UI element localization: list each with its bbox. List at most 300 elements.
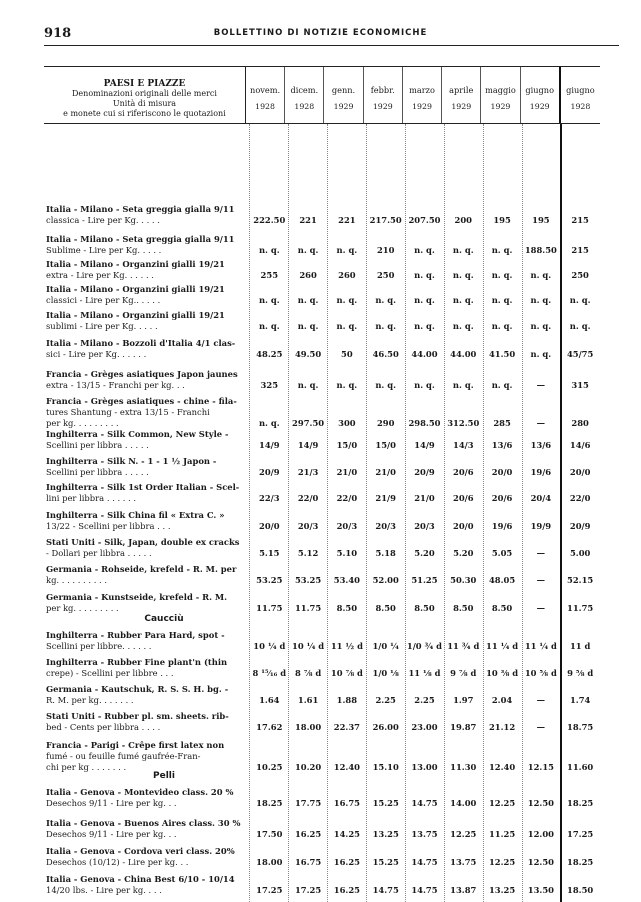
table-cell: — — [536, 575, 546, 585]
table-cell: 14.75 — [372, 885, 399, 895]
table-cell: 221 — [338, 215, 356, 225]
row-desc-line: sublimi - Lire per Kg. . . . . — [46, 321, 158, 331]
table-cell: 12.40 — [488, 762, 516, 772]
table-cell: 18.50 — [567, 885, 594, 895]
row-desc-line: Scellini per libbra . . . . . — [46, 467, 149, 477]
table-cell: 1.97 — [453, 695, 474, 705]
table-row — [44, 259, 600, 281]
table-cell: n. q. — [258, 295, 280, 305]
table-cell: 52.15 — [567, 575, 594, 585]
table-cell: 8.50 — [375, 603, 396, 613]
table-cell: 8.50 — [453, 603, 474, 613]
row-desc-line: Francia - Grèges asiatiques - chine - fila- — [46, 396, 237, 406]
row-desc-line: sici - Lire per Kg. . . . . . — [46, 349, 147, 359]
table-cell: 8 ¹⁵⁄₁₆ d — [252, 668, 287, 678]
table-cell: 45/75 — [566, 349, 594, 359]
table-cell: 10 ¼ d — [253, 641, 286, 651]
table-cell: 12.50 — [527, 857, 554, 867]
col-header — [246, 67, 285, 123]
table-cell: 14/3 — [453, 440, 474, 450]
table-cell: n. q. — [569, 321, 591, 331]
table-row — [44, 711, 600, 733]
table-cell: 280 — [571, 418, 589, 428]
table-row — [44, 234, 600, 256]
table-cell: 285 — [493, 418, 511, 428]
table-cell: 8.50 — [414, 603, 435, 613]
col-month: marzo — [409, 85, 435, 95]
table-cell: 222.50 — [253, 215, 286, 225]
col-month: giugno — [525, 85, 554, 95]
row-description — [44, 429, 245, 451]
table-cell: 16.25 — [294, 829, 322, 839]
table-cell: 14.75 — [411, 798, 438, 808]
table-cell: 200 — [454, 215, 473, 225]
table-cell: 20/0 — [569, 467, 591, 477]
table-cell: 15.25 — [372, 857, 399, 867]
row-desc-line: Desechos 9/11 - Lire per kg. . . — [46, 829, 177, 839]
row-description — [44, 592, 245, 614]
table-cell: 17.25 — [256, 885, 283, 895]
table-cell: 17.25 — [567, 829, 594, 839]
col-header — [481, 67, 520, 123]
table-cell: 11 ¼ d — [524, 641, 557, 651]
table-cell: 9 ⅝ d — [567, 668, 594, 678]
table-row — [44, 429, 600, 451]
table-cell: 53.40 — [333, 575, 360, 585]
table-cell: 18.00 — [256, 857, 283, 867]
table-header — [44, 67, 600, 124]
table-cell: n. q. — [336, 245, 358, 255]
table-cell: 10.20 — [294, 762, 322, 772]
table-cell: 300 — [338, 418, 356, 428]
table-cell: 215 — [571, 245, 589, 255]
running-head: BOLLETTINO DI NOTIZIE ECONOMICHE — [213, 28, 428, 38]
table-cell: 255 — [260, 270, 279, 280]
table-cell: 20/6 — [453, 493, 474, 503]
table-cell: 14/6 — [569, 440, 591, 450]
table-cell: 14.25 — [333, 829, 360, 839]
table-cell: 10 ⅞ d — [330, 668, 363, 678]
table-cell: 48.05 — [488, 575, 516, 585]
table-cell: — — [536, 603, 546, 613]
table-cell: 21/0 — [375, 467, 396, 477]
row-description — [44, 284, 245, 306]
table-cell: 13.75 — [411, 829, 438, 839]
table-cell: 22.37 — [333, 722, 360, 732]
table-cell: 20/9 — [414, 467, 435, 477]
table-cell: 19/9 — [530, 521, 552, 531]
col-month: giugno — [566, 85, 595, 95]
row-desc-line: Scellini per libbra . . . . . — [46, 440, 149, 450]
col-header — [403, 67, 442, 123]
table-cell: 1/0 ¼ — [372, 641, 399, 651]
table-cell: 5.12 — [297, 548, 319, 558]
header-desc-line: PAESI E PIAZZE — [103, 79, 186, 89]
table-cell: 44.00 — [411, 349, 438, 359]
table-cell: n. q. — [452, 380, 474, 390]
col-year: 1929 — [451, 102, 472, 111]
table-cell: 49.50 — [294, 349, 322, 359]
table-cell: 1.64 — [259, 695, 280, 705]
table-row — [44, 396, 600, 429]
row-description — [44, 657, 245, 679]
table-cell: 21/0 — [336, 467, 358, 477]
table-cell: 11.60 — [567, 762, 594, 772]
table-row — [44, 818, 600, 840]
col-year: 1929 — [490, 102, 511, 111]
table-cell: 26.00 — [372, 722, 399, 732]
table-cell: n. q. — [491, 321, 513, 331]
table-cell: 22/0 — [336, 493, 358, 503]
table-cell: 12.25 — [488, 857, 516, 867]
table-cell: 13/6 — [491, 440, 513, 450]
table-cell: 16.75 — [294, 857, 322, 867]
table-cell: 5.18 — [375, 548, 396, 558]
table-cell: n. q. — [452, 245, 474, 255]
table-row — [44, 482, 600, 504]
table-cell: 15/0 — [375, 440, 396, 450]
table-cell: 52.00 — [372, 575, 399, 585]
table-cell: 5.10 — [336, 548, 358, 558]
table-cell: 20/0 — [491, 467, 513, 477]
row-desc-line: Italia - Genova - Montevideo class. 20 % — [46, 787, 234, 797]
table-cell: n. q. — [414, 270, 435, 280]
row-desc-line: classica - Lire per Kg. . . . . — [46, 215, 160, 225]
table-cell: n. q. — [530, 295, 552, 305]
table-row — [44, 564, 600, 586]
table-cell: n. q. — [414, 380, 435, 390]
table-cell: 11 d — [569, 641, 591, 651]
table-cell: 2.04 — [491, 695, 513, 705]
table-cell: n. q. — [258, 245, 280, 255]
table-cell: 41.50 — [488, 349, 516, 359]
table-cell: 19.87 — [450, 722, 477, 732]
row-desc-line: Germania - Kautschuk, R. S. S. H. bg. - — [46, 684, 229, 694]
table-cell: 13.50 — [527, 885, 554, 895]
table-cell: 16.25 — [333, 857, 360, 867]
table-cell: 22/0 — [569, 493, 591, 503]
table-cell: 14/9 — [297, 440, 319, 450]
row-description — [44, 482, 245, 504]
table-cell: 315 — [571, 380, 589, 390]
col-year: 1928 — [570, 102, 591, 111]
row-desc-line: Inghilterra - Silk 1st Order Italian - Scel- — [46, 482, 240, 492]
table-cell: n. q. — [530, 349, 552, 359]
table-row — [44, 740, 600, 773]
row-description — [44, 310, 245, 332]
table-row — [44, 874, 600, 896]
table-cell: 20/6 — [453, 467, 474, 477]
table-cell: 16.75 — [333, 798, 360, 808]
table-cell: 53.25 — [256, 575, 283, 585]
table-cell: 51.25 — [411, 575, 438, 585]
table-cell: n. q. — [336, 295, 358, 305]
page-number: 918 — [44, 26, 72, 41]
table-cell: 11 ¾ d — [447, 641, 480, 651]
row-description — [44, 787, 245, 809]
price-table — [44, 66, 600, 902]
row-description — [44, 711, 245, 733]
header-description — [44, 67, 246, 123]
table-cell: 18.00 — [294, 722, 322, 732]
table-cell: 13.25 — [372, 829, 399, 839]
table-cell: 8 ⅞ d — [294, 668, 322, 678]
table-cell: n. q. — [452, 295, 474, 305]
table-row — [44, 537, 600, 559]
table-cell: 250 — [571, 270, 589, 280]
table-cell: 17.50 — [256, 829, 283, 839]
table-cell: 21/3 — [297, 467, 319, 477]
row-desc-line: R. M. per kg. . . . . . . — [46, 695, 134, 705]
table-cell: 10 ⅝ d — [524, 668, 557, 678]
table-cell: — — [536, 722, 546, 732]
row-description — [44, 204, 245, 226]
table-cell: 260 — [299, 270, 317, 280]
table-cell: 15.10 — [372, 762, 399, 772]
table-cell: 11 ¼ d — [486, 641, 519, 651]
table-row — [44, 284, 600, 306]
table-cell: n. q. — [414, 245, 435, 255]
col-month: maggio — [485, 85, 516, 95]
table-cell: 50.30 — [450, 575, 477, 585]
table-cell: 17.75 — [294, 798, 322, 808]
table-cell: 14/9 — [259, 440, 280, 450]
table-cell: 50 — [341, 349, 353, 359]
table-cell: 1.74 — [569, 695, 591, 705]
row-desc-line: Italia - Milano - Seta greggia gialla 9/11 — [46, 204, 235, 214]
table-cell: 11.75 — [567, 603, 594, 613]
row-description — [44, 818, 245, 840]
table-cell: 16.25 — [333, 885, 360, 895]
row-desc-line: Italia - Genova - Buenos Aires class. 30 % — [46, 818, 241, 828]
table-cell: 13.75 — [450, 857, 477, 867]
table-cell: 260 — [338, 270, 356, 280]
table-cell: 297.50 — [292, 418, 325, 428]
table-row — [44, 684, 600, 706]
header-rule — [44, 45, 619, 46]
table-cell: 11.30 — [450, 762, 477, 772]
table-cell: n. q. — [258, 418, 280, 428]
table-cell: n. q. — [375, 295, 397, 305]
row-description — [44, 259, 245, 281]
table-cell: 5.05 — [491, 548, 513, 558]
table-cell: 1/0 ⅛ — [372, 668, 399, 678]
table-cell: 10 ⅜ d — [486, 668, 519, 678]
col-year: 1928 — [255, 102, 275, 111]
row-desc-line: bed - Cents per libbra . . . . — [46, 722, 161, 732]
row-desc-line: Inghilterra - Silk China fil « Extra C. » — [46, 510, 225, 520]
table-cell: 13.25 — [488, 885, 516, 895]
table-cell: 312.50 — [447, 418, 480, 428]
table-cell: 8.50 — [336, 603, 358, 613]
table-cell: n. q. — [491, 245, 513, 255]
row-desc-line: Francia - Parigi - Crêpe first latex non — [46, 740, 225, 750]
row-desc-line: Inghilterra - Rubber Fine plant'n (thin — [46, 657, 228, 667]
table-cell: n. q. — [297, 295, 319, 305]
table-cell: 20/6 — [491, 493, 513, 503]
row-desc-line: classici - Lire per Kg.. . . . . — [46, 295, 161, 305]
col-month: genn. — [331, 85, 356, 95]
table-cell: 21.12 — [488, 722, 516, 732]
table-cell: 1.61 — [297, 695, 319, 705]
table-cell: 12.25 — [488, 798, 516, 808]
row-desc-line: extra - Lire per Kg. . . . . . — [46, 270, 154, 280]
col-header — [521, 67, 561, 123]
table-row — [44, 310, 600, 332]
table-cell: n. q. — [491, 295, 513, 305]
table-cell: 17.25 — [294, 885, 322, 895]
table-cell: n. q. — [452, 321, 474, 331]
table-cell: 13.87 — [450, 885, 477, 895]
table-cell: 18.25 — [567, 798, 594, 808]
table-cell: n. q. — [375, 380, 397, 390]
table-cell: 15.25 — [372, 798, 399, 808]
header-desc-line: Unità di misura — [112, 99, 177, 108]
table-cell: 325 — [260, 380, 279, 390]
row-desc-line: Italia - Milano - Seta greggia gialla 9/11 — [46, 234, 235, 244]
table-cell: 11.75 — [294, 603, 322, 613]
table-cell: 20/3 — [297, 521, 319, 531]
table-cell: 22/0 — [297, 493, 319, 503]
table-cell: n. q. — [530, 270, 552, 280]
col-header — [442, 67, 481, 123]
table-cell: 10.25 — [256, 762, 283, 772]
row-desc-line: lini per libbra . . . . . . — [46, 493, 137, 503]
row-desc-line: fumé - ou feuille fumé gaufrée-Fran- — [46, 751, 201, 761]
row-desc-line: 14/20 lbs. - Lire per kg. . . . — [46, 885, 162, 895]
table-cell: 298.50 — [408, 418, 441, 428]
table-cell: 11.25 — [488, 829, 516, 839]
table-cell: 12.50 — [527, 798, 554, 808]
table-cell: 1.88 — [336, 695, 358, 705]
table-cell: 44.00 — [450, 349, 477, 359]
table-cell: 19/6 — [491, 521, 513, 531]
col-year: 1929 — [412, 102, 432, 111]
section-heading: Caucciù — [144, 614, 184, 624]
row-desc-line: Inghilterra - Silk Common, New Style - — [46, 429, 229, 439]
row-desc-line: Italia - Milano - Organzini gialli 19/21 — [46, 259, 225, 269]
table-cell: n. q. — [336, 380, 358, 390]
table-cell: n. q. — [297, 380, 319, 390]
table-cell: 12.00 — [527, 829, 554, 839]
table-cell: 215 — [571, 215, 589, 225]
table-cell: 195 — [493, 215, 511, 225]
table-cell: 5.20 — [453, 548, 474, 558]
row-desc-line: tures Shantung - extra 13/15 - Franchi — [46, 407, 210, 417]
table-cell: — — [536, 380, 546, 390]
table-cell: — — [536, 418, 546, 428]
table-cell: n. q. — [297, 321, 319, 331]
table-cell: 20/3 — [375, 521, 396, 531]
table-row — [44, 456, 600, 478]
row-description — [44, 396, 245, 429]
table-cell: 8.50 — [491, 603, 513, 613]
row-desc-line: Inghilterra - Rubber Para Hard, spot - — [46, 630, 225, 640]
col-header — [285, 67, 324, 123]
table-cell: 23.00 — [411, 722, 438, 732]
row-description — [44, 510, 245, 532]
table-body — [44, 124, 600, 902]
row-desc-line: Italia - Milano - Organzini gialli 19/21 — [46, 284, 225, 294]
row-desc-line: Desechos 9/11 - Lire per kg. . . — [46, 798, 177, 808]
table-cell: n. q. — [491, 270, 513, 280]
table-cell: 12.40 — [333, 762, 360, 772]
table-cell: 22/3 — [259, 493, 280, 503]
table-row — [44, 510, 600, 532]
table-row — [44, 592, 600, 614]
table-row — [44, 204, 600, 226]
row-description — [44, 740, 245, 773]
table-cell: n. q. — [258, 321, 280, 331]
row-description — [44, 684, 245, 706]
table-cell: 14.75 — [411, 857, 438, 867]
table-cell: 11.75 — [256, 603, 283, 613]
row-desc-line: per kg. . . . . . . . . — [46, 418, 119, 428]
table-cell: 20/3 — [414, 521, 435, 531]
table-cell: 18.75 — [567, 722, 594, 732]
table-row — [44, 630, 600, 652]
row-desc-line: Desechos (10/12) - Lire per kg. . . — [46, 857, 189, 867]
col-header — [324, 67, 363, 123]
row-description — [44, 564, 245, 586]
row-desc-line: Germania - Rohseide, krefeld - R. M. per — [46, 564, 237, 574]
row-desc-line: Italia - Milano - Organzini gialli 19/21 — [46, 310, 225, 320]
table-cell: 20/0 — [259, 521, 280, 531]
table-cell: 11 ½ d — [330, 641, 363, 651]
table-cell: n. q. — [336, 321, 358, 331]
table-cell: 20/9 — [259, 467, 280, 477]
table-cell: 5.00 — [569, 548, 591, 558]
col-year: 1929 — [529, 102, 550, 111]
table-cell: 21/9 — [375, 493, 396, 503]
col-month: febbr. — [370, 85, 395, 95]
table-cell: 46.50 — [372, 349, 399, 359]
table-cell: 2.25 — [414, 695, 435, 705]
col-month: novem. — [250, 85, 281, 95]
table-cell: 5.15 — [259, 548, 280, 558]
row-desc-line: Sublime - Lire per Kg. . . . . — [46, 245, 162, 255]
row-description — [44, 630, 245, 652]
table-cell: 188.50 — [524, 245, 557, 255]
table-cell: 195 — [532, 215, 550, 225]
table-cell: 20/0 — [453, 521, 474, 531]
table-cell: n. q. — [414, 321, 435, 331]
section-heading: Pelli — [153, 771, 175, 781]
col-header — [561, 67, 600, 123]
table-cell: 1/0 ¾ d — [406, 641, 443, 651]
col-month: aprile — [449, 85, 474, 95]
table-cell: 210 — [376, 245, 395, 255]
table-cell: 21/0 — [414, 493, 435, 503]
table-row — [44, 787, 600, 809]
row-desc-line: Italia - Genova - China Best 6/10 - 10/14 — [46, 874, 235, 884]
table-row — [44, 369, 600, 391]
table-cell: 14/9 — [414, 440, 435, 450]
table-cell: 11 ⅛ d — [408, 668, 441, 678]
table-cell: 12.15 — [527, 762, 554, 772]
table-cell: 18.25 — [256, 798, 283, 808]
row-desc-line: Italia - Milano - Bozzoli d'Italia 4/1 clas- — [46, 338, 236, 348]
table-cell: n. q. — [375, 321, 397, 331]
row-description — [44, 456, 245, 478]
table-cell: 48.25 — [256, 349, 283, 359]
row-description — [44, 874, 245, 896]
row-description — [44, 846, 245, 868]
col-year: 1929 — [333, 102, 354, 111]
table-cell: n. q. — [491, 380, 513, 390]
table-cell: n. q. — [569, 295, 591, 305]
table-cell: 217.50 — [369, 215, 402, 225]
